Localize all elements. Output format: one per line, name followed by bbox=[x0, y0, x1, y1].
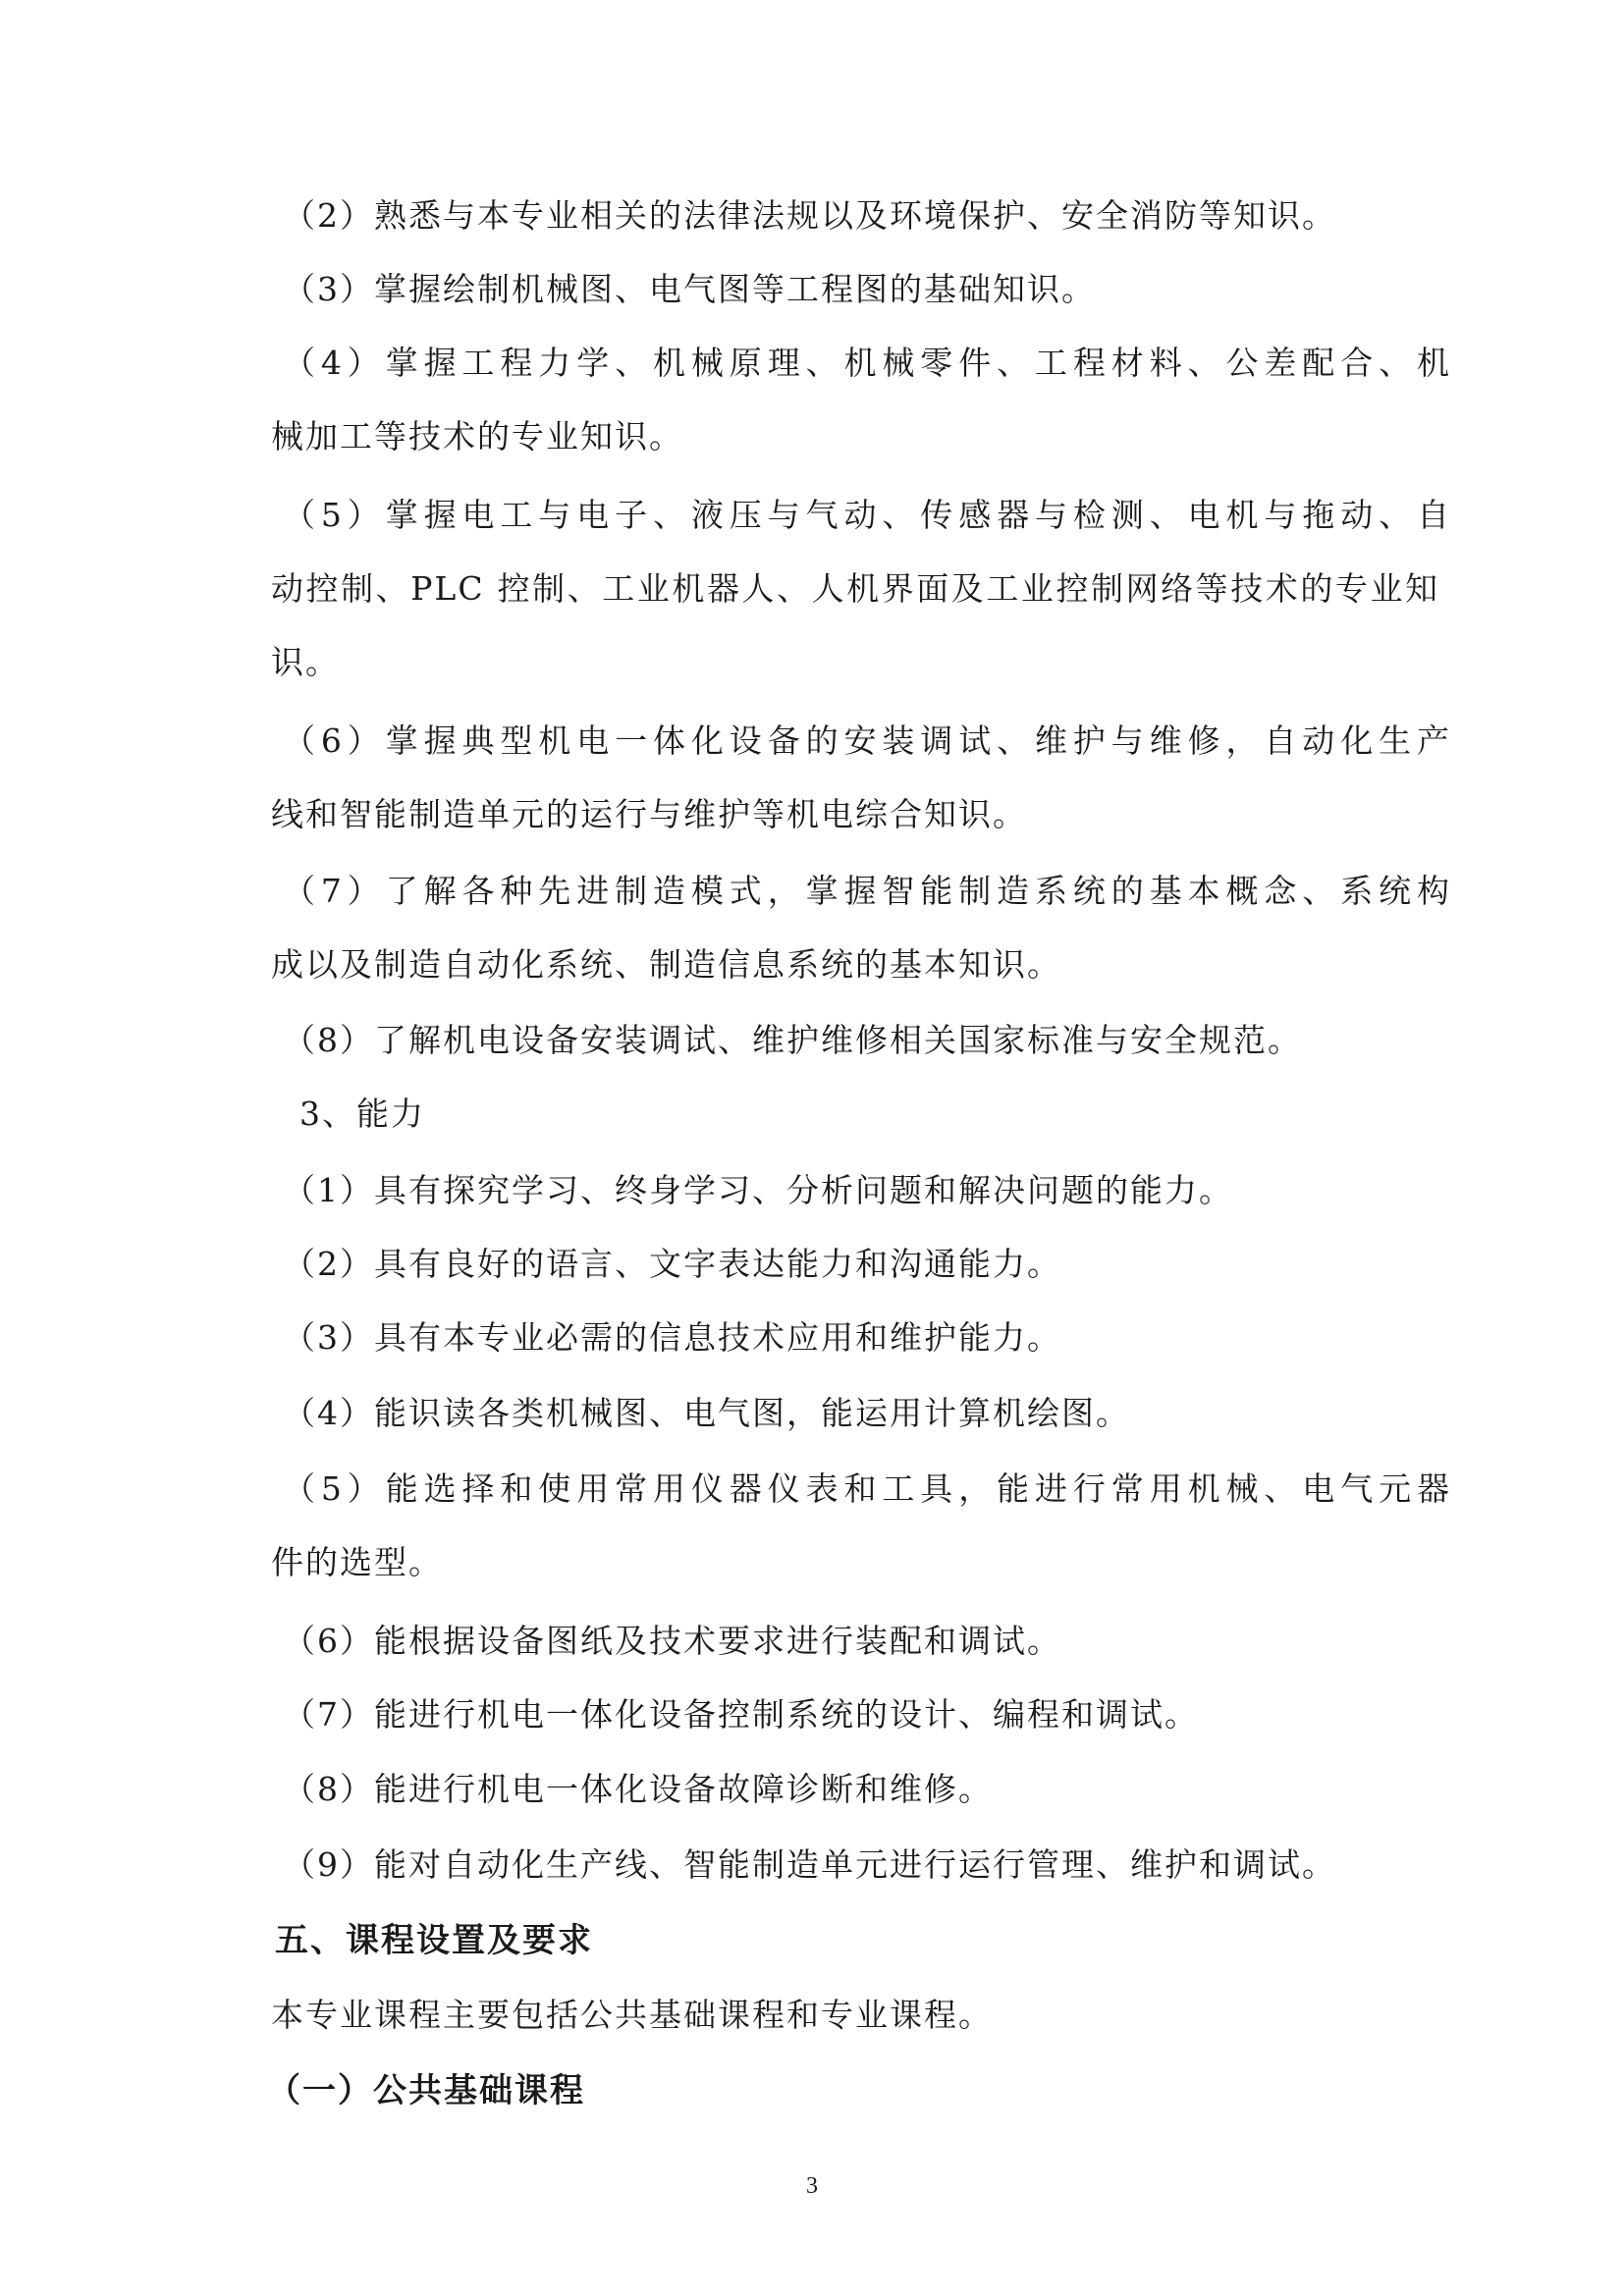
ability-item-6: （6）能根据设备图纸及技术要求进行装配和调试。 bbox=[283, 1622, 1061, 1660]
knowledge-item-6-line-1: （6）掌握典型机电一体化设备的安装调试、维护与维修，自动化生产 bbox=[283, 721, 1451, 760]
ability-item-9: （9）能对自动化生产线、智能制造单元进行运行管理、维护和调试。 bbox=[283, 1845, 1336, 1884]
knowledge-item-6-line-2: 线和智能制造单元的运行与维护等机电综合知识。 bbox=[271, 795, 1027, 833]
knowledge-item-5-line-1: （5）掌握电工与电子、液压与气动、传感器与检测、电机与拖动、自 bbox=[283, 496, 1451, 534]
section-ability-title: 3、能力 bbox=[299, 1095, 425, 1133]
ability-item-4: （4）能识读各类机械图、电气图，能运用计算机绘图。 bbox=[283, 1394, 1130, 1432]
ability-item-2: （2）具有良好的语言、文字表达能力和沟通能力。 bbox=[283, 1245, 1061, 1283]
knowledge-item-5-line-3: 识。 bbox=[271, 643, 340, 681]
ability-item-7: （7）能进行机电一体化设备控制系统的设计、编程和调试。 bbox=[283, 1695, 1199, 1734]
knowledge-item-7-line-2: 成以及制造自动化系统、制造信息系统的基本知识。 bbox=[271, 945, 1061, 984]
knowledge-item-2: （2）熟悉与本专业相关的法律法规以及环境保护、安全消防等知识。 bbox=[283, 196, 1336, 235]
ability-item-8: （8）能进行机电一体化设备故障诊断和维修。 bbox=[283, 1770, 993, 1808]
ability-item-3: （3）具有本专业必需的信息技术应用和维护能力。 bbox=[283, 1318, 1061, 1357]
ability-item-5-line-2: 件的选型。 bbox=[271, 1543, 443, 1581]
public-basic-courses-heading: （一）公共基础课程 bbox=[267, 2071, 585, 2110]
knowledge-item-5-line-2: 动控制、PLC 控制、工业机器人、人机界面及工业控制网络等技术的专业知 bbox=[271, 569, 1439, 608]
section-five-heading: 五、课程设置及要求 bbox=[275, 1921, 593, 1960]
ability-item-1: （1）具有探究学习、终身学习、分析问题和解决问题的能力。 bbox=[283, 1171, 1233, 1209]
knowledge-item-4-line-1: （4）掌握工程力学、机械原理、机械零件、工程材料、公差配合、机 bbox=[283, 344, 1451, 382]
ability-item-5-line-1: （5）能选择和使用常用仪器仪表和工具，能进行常用机械、电气元器 bbox=[283, 1469, 1451, 1508]
page-number: 3 bbox=[806, 2173, 818, 2199]
knowledge-item-8: （8）了解机电设备安装调试、维护维修相关国家标准与安全规范。 bbox=[283, 1021, 1302, 1059]
section-five-intro: 本专业课程主要包括公共基础课程和专业课程。 bbox=[271, 1996, 993, 2034]
knowledge-item-7-line-1: （7）了解各种先进制造模式，掌握智能制造系统的基本概念、系统构 bbox=[283, 872, 1451, 910]
knowledge-item-4-line-2: 械加工等技术的专业知识。 bbox=[271, 417, 683, 455]
knowledge-item-3: （3）掌握绘制机械图、电气图等工程图的基础知识。 bbox=[283, 270, 1096, 308]
